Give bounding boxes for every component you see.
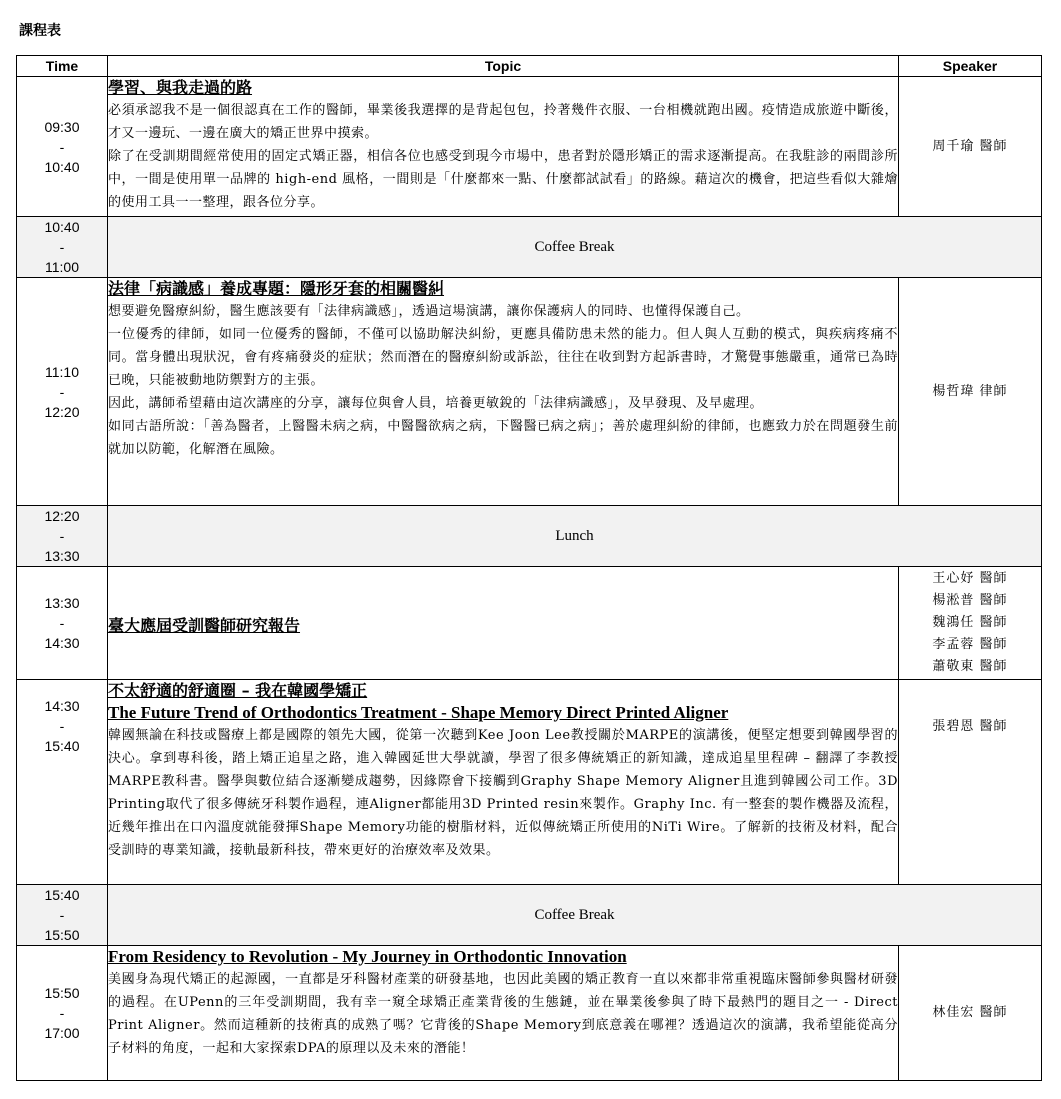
topic-title: 法律「病識感」養成專題：隱形牙套的相關醫糾	[108, 279, 445, 298]
session-topic	[108, 77, 899, 217]
time-separator: -	[59, 383, 65, 400]
time-separator: -	[59, 907, 65, 923]
session-speaker	[899, 946, 1042, 1081]
speaker-name: 李孟蓉 醫師	[932, 637, 1008, 652]
session-row	[17, 946, 1042, 1081]
header-topic: Topic	[108, 56, 899, 77]
topic-paragraph: 美國身為現代矯正的起源國，一直都是牙科醫材產業的研發基地，也因此美國的矯正教育一直以來都非常重視臨床醫師參與醫材研發的過程。在UPenn的三年受訓期間，我有幸一窺全球矯正產業背後的生態鏈，並在畢業後參與了時下最熱門的題目之一 - Direct Print Aligner。然而這種新的技術真的成熟了嗎？它背後的Shape Memory到底意義在哪裡？透過這次的演講，我希望能從高分子材料的角度，一起和大家探索DPA的原理以及未來的潛能！	[108, 972, 898, 1056]
time-separator: -	[59, 528, 65, 544]
break-time	[17, 506, 108, 567]
session-time	[17, 946, 108, 1081]
break-label: Coffee Break	[108, 217, 1042, 278]
session-topic	[108, 278, 899, 506]
session-row	[17, 680, 1042, 885]
time-end: 11:00	[45, 259, 79, 275]
break-label: Coffee Break	[108, 885, 1042, 946]
time-end: 13:30	[44, 548, 80, 564]
header-speaker: Speaker	[899, 56, 1042, 77]
break-time	[17, 885, 108, 946]
topic-paragraph: 韓國無論在科技或醫療上都是國際的領先大國，從第一次聽到Kee Joon Lee教授關於MARPE的演講後，便堅定想要到韓國學習的決心。拿到專科後，踏上矯正追星之路，進入韓國延世大學就讀，學習了很多傳統矯正的新知識，達成追星里程碑 – 翻譯了李教授MARPE教科書。醫學與數位結合逐漸變成趨勢，因緣際會下接觸到Graphy Shape Memory Aligner且進到韓國公司工作。3D Printing取代了很多傳統牙科製作過程，連Aligner都能用3D Printed resin來製作。Graphy Inc. 有一整套的製作機器及流程，近幾年推出在口內溫度就能發揮Shape Memory功能的樹脂材料，近似傳統矯正所使用的NiTi Wire。了解新的技術及材料，配合受訓時的專業知識，接軌最新科技，帶來更好的治療效率及效果。	[108, 728, 898, 858]
topic-paragraph: 必須承認我不是一個很認真在工作的醫師，畢業後我選擇的是背起包包，拎著幾件衣服、一台相機就跑出國。疫情造成旅遊中斷後，才又一邊玩、一邊在廣大的矯正世界中摸索。	[108, 103, 898, 141]
topic-paragraph: 想要避免醫療糾紛，醫生應該要有「法律病識感」，透過這場演講，讓你保護病人的同時、也懂得保護自己。	[108, 304, 750, 319]
time-separator: -	[59, 718, 65, 734]
topic-paragraph: 一位優秀的律師，如同一位優秀的醫師，不僅可以協助解決糾紛，更應具備防患未然的能力。但人與人互動的模式，與疾病疼痛不同。當身體出現狀況，會有疼痛發炎的症狀；然而潛在的醫療糾紛或訴訟，往往在收到對方起訴書時，才驚覺事態嚴重，通常已為時已晚，只能被動地防禦對方的主張。	[108, 327, 898, 388]
time-end: 10:40	[44, 158, 80, 175]
speaker-name: 楊哲瑋 律師	[932, 383, 1008, 399]
time-start: 10:40	[44, 219, 80, 235]
time-start: 15:50	[44, 985, 80, 1001]
break-time	[17, 217, 108, 278]
session-row	[17, 567, 1042, 680]
session-time	[17, 77, 108, 217]
session-time	[17, 278, 108, 506]
topic-paragraph: 如同古語所說：「善為醫者，上醫醫未病之病，中醫醫欲病之病，下醫醫已病之病」；善於處理糾紛的律師，也應致力於在問題發生前就加以防範，化解潛在風險。	[108, 419, 898, 457]
time-end: 15:40	[44, 738, 80, 754]
time-separator: -	[59, 1005, 65, 1021]
topic-title: 臺大應屆受訓醫師研究報告	[108, 616, 301, 635]
break-row	[17, 506, 1042, 567]
time-start: 14:30	[44, 698, 80, 714]
time-start: 13:30	[44, 595, 80, 611]
time-start: 09:30	[44, 118, 80, 135]
speaker-name: 楊淞普 醫師	[932, 593, 1008, 608]
session-speaker	[899, 278, 1042, 506]
session-speaker	[899, 567, 1042, 680]
time-start: 11:10	[45, 363, 79, 380]
topic-title: From Residency to Revolution - My Journey in Orthodontic Innovation	[108, 947, 627, 966]
session-topic	[108, 680, 899, 885]
topic-subtitle: The Future Trend of Orthodontics Treatment - Shape Memory Direct Printed Aligner	[108, 703, 729, 722]
page-title: 課程表	[19, 23, 61, 39]
speaker-name: 林佳宏 醫師	[932, 1005, 1008, 1020]
break-row	[17, 217, 1042, 278]
break-label: Lunch	[108, 506, 1042, 567]
topic-title: 學習、與我走過的路	[108, 78, 253, 97]
speaker-name: 魏鴻任 醫師	[932, 615, 1008, 630]
time-end: 12:20	[44, 403, 80, 420]
time-end: 15:50	[44, 927, 80, 943]
session-speaker	[899, 680, 1042, 885]
topic-title: 不太舒適的舒適圈 – 我在韓國學矯正	[108, 681, 368, 700]
schedule-table	[16, 55, 1042, 1081]
speaker-name: 王心妤 醫師	[932, 571, 1008, 586]
session-topic	[108, 567, 899, 680]
speaker-name: 周千瑜 醫師	[932, 138, 1008, 154]
speaker-name: 蕭敬東 醫師	[932, 659, 1008, 674]
time-end: 14:30	[44, 635, 80, 651]
header-row	[17, 56, 1042, 77]
session-speaker	[899, 77, 1042, 217]
time-separator: -	[59, 615, 65, 631]
topic-paragraph: 除了在受訓期間經常使用的固定式矯正器，相信各位也感受到現今市場中，患者對於隱形矯正的需求逐漸提高。在我駐診的兩間診所中，一間是使用單一品牌的 high-end 風格，一間則是「什麼都來一點、什麼都試試看」的路線。藉這次的機會，把這些看似大雜燴的使用工具一一整理，跟各位分享。	[108, 149, 898, 210]
session-topic	[108, 946, 899, 1081]
time-start: 15:40	[44, 887, 80, 903]
time-separator: -	[59, 138, 65, 155]
time-end: 17:00	[44, 1025, 80, 1041]
session-time	[17, 680, 108, 885]
session-row	[17, 278, 1042, 506]
session-time	[17, 567, 108, 680]
topic-paragraph: 因此，講師希望藉由這次講座的分享，讓每位與會人員，培養更敏銳的「法律病識感」，及早發現、及早處理。	[108, 396, 764, 411]
header-time: Time	[17, 56, 108, 77]
speaker-name: 張碧恩 醫師	[932, 719, 1008, 734]
session-row	[17, 77, 1042, 217]
time-separator: -	[59, 239, 65, 255]
break-row	[17, 885, 1042, 946]
time-start: 12:20	[44, 508, 80, 524]
